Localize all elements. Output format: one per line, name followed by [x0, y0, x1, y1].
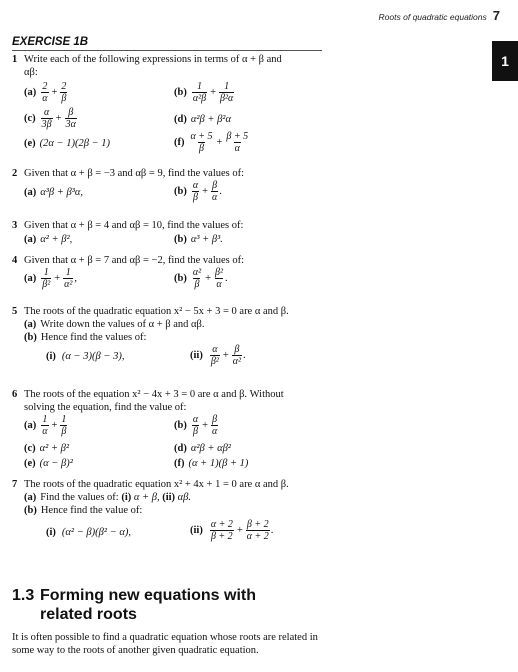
chapter-tab — [492, 41, 518, 81]
q6-part-d: (d) α²β + αβ² — [174, 443, 231, 454]
q6-part-b: (b) $\frac{\alpha}{\beta}$ + $\frac{\beta}{\alpha}$ — [174, 414, 218, 437]
q6-part-f: (f) (α + 1)(β + 1) — [174, 458, 249, 469]
q7-part-a: (a) Find the values of: (i) α + β, (ii) αβ. — [24, 492, 192, 503]
q1-part-c: (c) $\frac{\alpha}{3\beta}$ + $\frac{\beta}{3\alpha}$ — [24, 107, 76, 130]
q5-part-b: (b) Hence find the values of: — [24, 332, 147, 343]
question-text: Write each of the following expressions in terms of α + β and — [24, 54, 282, 65]
q2-part-a: (a) α³β + β³α, — [24, 187, 83, 198]
question-number: 1 — [12, 54, 18, 65]
q5-part-a: (a) Write down the values of α + β and αβ. — [24, 319, 205, 330]
page-number: 7 — [492, 8, 500, 23]
question-2: 2 Given that α + β = −3 and αβ = 9, find the values of: (a) α³β + β³α, (b) $\frac{\alpha}{\beta}$ + $\frac{\beta}{\alpha}$ . — [12, 168, 245, 203]
q1-part-e: (e) (2α − 1)(2β − 1) — [24, 138, 111, 149]
q7-part-b-ii: (ii) $\frac{\alpha + 2}{\beta + 2}$ + $\frac{\beta + 2}{\alpha + 2}$ . — [190, 519, 274, 542]
question-3: 3 Given that α + β = 4 and αβ = 10, find the values of: (a) α² + β², (b) α³ + β³. — [12, 220, 244, 245]
question-5: 5 The roots of the quadratic equation x² − 5x + 3 = 0 are α and β. (a) Write down the values of α + β and αβ. (b) Hence find the values of: (i) (α − 3)(β − 3), (ii) $\frac{\alpha}{\text{β²}}$ + $\frac{\beta}{\text{α²}}$ . — [12, 305, 482, 372]
q3-part-b: (b) α³ + β³. — [174, 234, 223, 245]
q1-part-f: (f) $\frac{\alpha + 5}{\beta}$ + $\frac{\beta + 5}{\alpha}$ — [174, 131, 249, 154]
question-1 — [12, 53, 482, 169]
q1-part-a: (a) $\frac{2}{\alpha}$ + $\frac{2}{\beta}$ — [24, 81, 67, 104]
q5-part-b-ii: (ii) $\frac{\alpha}{\text{β²}}$ + $\frac{\beta}{\text{α²}}$ . — [190, 344, 246, 367]
q6-part-c: (c) α² + β² — [24, 443, 70, 454]
section-number: 1.3 — [12, 587, 35, 604]
question-text-cont: αβ: — [24, 67, 38, 78]
question-7: 7 The roots of the quadratic equation x² + 4x + 1 = 0 are α and β. (a) Find the values of: (i) α + β, (ii) αβ. (b) Hence find the value of: (i) (α² − β)(β² − α), (ii) $\frac{\alpha + 2}{\beta + 2}$ + $\frac{\beta + 2}{\alpha + 2}$ . — [12, 478, 482, 547]
section-title-line2: related roots — [40, 606, 137, 623]
q2-part-b: (b) $\frac{\alpha}{\beta}$ + $\frac{\beta}{\alpha}$ . — [174, 180, 222, 203]
exercise-title: EXERCISE 1B — [12, 36, 322, 51]
q7-part-b: (b) Hence find the value of: — [24, 505, 143, 516]
q4-part-b: (b) $\frac{\text{α²}}{\beta}$ + $\frac{\text{β²}}{\alpha}$ . — [174, 267, 228, 290]
question-4: 4 Given that α + β = 7 and αβ = −2, find the values of: (a) $\frac{1}{\text{β²}}$ + $\frac{1}{\text{α²}}$ , (b) $\frac{\text{α²}}{\beta}$ + $\frac{\text{β²}}{\alpha}$ . — [12, 255, 245, 290]
running-header — [379, 8, 500, 23]
section-heading — [12, 586, 312, 624]
q6-part-e: (e) (α − β)² — [24, 458, 73, 469]
q5-part-b-i: (i) (α − 3)(β − 3), — [46, 351, 125, 362]
section-title-line1: Forming new equations with — [40, 587, 256, 604]
question-6: 6 The roots of the equation x² − 4x + 3 = 0 are α and β. Without solving the equation, find the value of: (a) $\frac{1}{\alpha}$ + $\frac{1}{\beta}$ (b) $\frac{\alpha}{\beta}$ + $\frac{\beta}{\alpha}$ (c) α² + β² (d) α²β + αβ² (e) (α − β)² (f) (α + 1)(β + 1) — [12, 389, 284, 469]
chapter-tab-label: 1 — [501, 53, 509, 69]
running-title: Roots of quadratic equations — [378, 12, 487, 22]
q4-part-a: (a) $\frac{1}{\text{β²}}$ + $\frac{1}{\text{α²}}$ , — [24, 267, 78, 290]
q1-part-d: (d) α²β + β²α — [174, 114, 231, 125]
q7-part-b-i: (i) (α² − β)(β² − α), — [46, 527, 131, 538]
intro-paragraph: It is often possible to find a quadratic equation whose roots are related in some way to the roots of another given quadratic equation. — [12, 632, 318, 656]
q1-part-b: (b) $\frac{1}{\text{α²β}}$ + $\frac{1}{\text{β²α}}$ — [174, 81, 234, 104]
q3-part-a: (a) α² + β², — [24, 234, 73, 245]
q6-part-a: (a) $\frac{1}{\alpha}$ + $\frac{1}{\beta}$ — [24, 414, 67, 437]
